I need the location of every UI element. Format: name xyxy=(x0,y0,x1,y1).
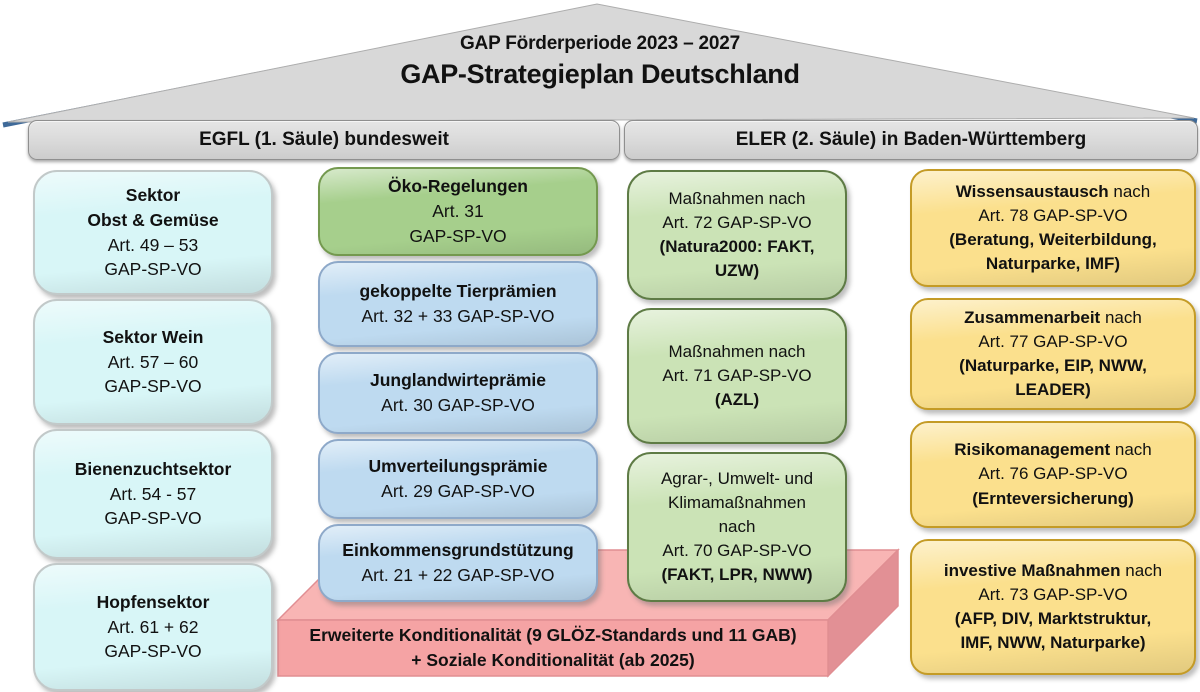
text-segment: GAP-SP-VO xyxy=(409,225,507,246)
box-text-line xyxy=(104,639,201,664)
text-segment: nach xyxy=(1100,307,1142,327)
text-segment: GAP-SP-VO xyxy=(104,376,202,397)
box-text-line xyxy=(660,235,815,259)
text-segment: Art. 72 GAP-SP-VO xyxy=(662,212,812,232)
box-text-line xyxy=(381,393,535,418)
egfl-sektor-box-4 xyxy=(33,563,273,691)
text-segment: nach xyxy=(1108,181,1151,201)
text-segment: Agrar-, Umwelt- und xyxy=(660,468,814,488)
egfl-direktzahlung-box-1 xyxy=(318,167,598,256)
box-text-line xyxy=(1015,378,1091,402)
box-text-line xyxy=(361,563,554,588)
text-segment: Art. 31 xyxy=(432,201,484,222)
text-segment: investive Maßnahmen xyxy=(943,560,1121,580)
text-segment: Art. 73 GAP-SP-VO xyxy=(978,584,1128,604)
text-segment: Sektor xyxy=(125,184,181,205)
box-text-line xyxy=(978,330,1127,354)
box-text-line xyxy=(381,479,535,504)
text-segment: Junglandwirteprämie xyxy=(369,370,546,391)
egfl-sektor-box-3 xyxy=(33,429,273,559)
box-text-line xyxy=(978,204,1127,228)
box-text-line xyxy=(978,462,1127,486)
box-text-line xyxy=(715,388,759,412)
text-segment: Art. 78 GAP-SP-VO xyxy=(978,205,1128,225)
box-text-line xyxy=(662,539,811,563)
column-egfl-direktzahlungen xyxy=(318,167,598,602)
text-segment: (AZL) xyxy=(714,390,760,410)
text-segment: Art. 61 + 62 xyxy=(107,616,199,637)
box-text-line xyxy=(719,515,756,539)
box-text-line xyxy=(668,187,805,211)
text-segment: Art. 54 - 57 xyxy=(109,483,197,504)
text-segment: Risikomanagement xyxy=(954,440,1111,460)
box-text-line xyxy=(87,208,218,233)
eler-foerderbereich-box-3 xyxy=(910,421,1196,528)
box-text-line xyxy=(108,350,198,375)
box-text-line xyxy=(954,438,1151,462)
text-segment: Umverteilungsprämie xyxy=(368,456,548,477)
text-segment: GAP-SP-VO xyxy=(104,508,202,529)
text-segment: Maßnahmen nach xyxy=(668,341,806,361)
text-segment: Sektor Wein xyxy=(102,326,204,347)
box-text-line xyxy=(959,354,1147,378)
text-segment: Obst & Gemüse xyxy=(87,209,219,230)
box-text-line xyxy=(661,467,813,491)
egfl-direktzahlung-box-4 xyxy=(318,439,598,519)
box-text-line xyxy=(104,257,201,282)
text-segment: IMF, NWW, Naturparke) xyxy=(960,633,1146,653)
box-text-line xyxy=(104,506,201,531)
box-text-line xyxy=(944,559,1162,583)
foundation-line-1: Erweiterte Konditionalität (9 GLÖZ-Standards und 11 GAB) xyxy=(309,625,797,645)
box-text-line xyxy=(108,615,199,640)
roof-title: GAP-Strategieplan Deutschland xyxy=(400,59,800,89)
box-text-line xyxy=(432,199,484,224)
roof-subtitle: GAP Förderperiode 2023 – 2027 xyxy=(459,33,741,54)
box-text-line xyxy=(662,364,811,388)
text-segment: Art. 29 GAP-SP-VO xyxy=(381,481,535,501)
text-segment: Maßnahmen nach xyxy=(668,188,806,208)
box-text-line xyxy=(662,211,811,235)
box-text-line xyxy=(97,590,210,615)
eler-massnahme-box-2 xyxy=(627,308,847,444)
box-text-line xyxy=(960,631,1145,655)
box-text-line xyxy=(715,259,759,283)
pillar-header-eler: ELER (2. Säule) in Baden-Württemberg xyxy=(624,120,1198,160)
text-segment: (Natura2000: FAKT, xyxy=(659,237,815,256)
text-segment: LEADER) xyxy=(1015,380,1091,400)
text-segment: Art. 71 GAP-SP-VO xyxy=(662,365,812,385)
column-eler-massnahmen xyxy=(627,170,847,602)
box-text-line xyxy=(668,491,806,515)
text-segment: gekoppelte Tierprämien xyxy=(359,281,557,302)
text-segment: Hopfensektor xyxy=(96,591,210,612)
box-text-line xyxy=(661,563,812,587)
box-text-line xyxy=(108,233,198,258)
text-segment: Zusammenarbeit xyxy=(964,307,1101,327)
box-text-line xyxy=(110,482,197,507)
text-segment: Art. 32 + 33 GAP-SP-VO xyxy=(361,306,555,326)
box-text-line xyxy=(370,368,546,393)
text-segment: (FAKT, LPR, NWW) xyxy=(661,565,813,585)
foundation-line-2: + Soziale Konditionalität (ab 2025) xyxy=(411,650,695,670)
egfl-sektor-box-2 xyxy=(33,299,273,425)
text-segment: Art. 77 GAP-SP-VO xyxy=(978,331,1128,351)
eler-massnahme-box-3 xyxy=(627,452,847,602)
box-text-line xyxy=(409,224,506,249)
egfl-direktzahlung-box-3 xyxy=(318,352,598,434)
egfl-direktzahlung-box-5 xyxy=(318,524,598,602)
text-segment: (Naturparke, EIP, NWW, xyxy=(959,356,1147,375)
text-segment: (Ernteversicherung) xyxy=(972,488,1134,508)
text-segment: Öko-Regelungen xyxy=(387,176,528,197)
box-text-line xyxy=(972,487,1134,511)
column-eler-foerderbereiche xyxy=(910,169,1196,675)
box-text-line xyxy=(955,607,1152,631)
text-segment: Wissensaustausch xyxy=(955,181,1109,201)
text-segment: (Beratung, Weiterbildung, xyxy=(949,230,1157,249)
box-text-line xyxy=(986,252,1120,276)
box-text-line xyxy=(361,304,554,329)
text-segment: GAP-SP-VO xyxy=(104,641,202,662)
text-segment: Art. 21 + 22 GAP-SP-VO xyxy=(361,565,555,585)
column-egfl-sektoren xyxy=(33,170,273,691)
text-segment: Art. 30 GAP-SP-VO xyxy=(381,395,535,415)
text-segment: nach xyxy=(718,516,756,536)
foundation-label xyxy=(278,622,828,674)
box-text-line xyxy=(964,306,1142,330)
box-text-line xyxy=(103,325,204,350)
text-segment: GAP-SP-VO xyxy=(104,259,202,280)
eler-foerderbereich-box-4 xyxy=(910,539,1196,675)
box-text-line xyxy=(388,174,528,199)
text-segment: nach xyxy=(1110,440,1152,460)
text-segment: (AFP, DIV, Marktstruktur, xyxy=(954,609,1152,628)
text-segment: Klimamaßnahmen xyxy=(668,492,806,512)
text-segment: Art. 57 – 60 xyxy=(107,351,199,372)
text-segment: UZW) xyxy=(714,261,760,281)
pillar-header-egfl: EGFL (1. Säule) bundesweit xyxy=(28,120,620,160)
egfl-sektor-box-1 xyxy=(33,170,273,295)
box-text-line xyxy=(359,279,556,304)
text-segment: Einkommensgrundstützung xyxy=(342,540,574,561)
text-segment: nach xyxy=(1120,560,1163,580)
text-segment: Art. 76 GAP-SP-VO xyxy=(978,464,1128,484)
text-segment: Art. 49 – 53 xyxy=(107,234,199,255)
text-segment: Art. 70 GAP-SP-VO xyxy=(662,541,812,561)
box-text-line xyxy=(369,454,548,479)
text-segment: Bienenzuchtsektor xyxy=(74,458,232,479)
roof xyxy=(0,0,1200,90)
box-text-line xyxy=(342,538,573,563)
eler-massnahme-box-1 xyxy=(627,170,847,300)
eler-foerderbereich-box-2 xyxy=(910,298,1196,410)
box-text-line xyxy=(956,180,1151,204)
box-text-line xyxy=(126,183,180,208)
box-text-line xyxy=(75,457,232,482)
box-text-line xyxy=(104,374,201,399)
egfl-direktzahlung-box-2 xyxy=(318,261,598,347)
box-text-line xyxy=(949,228,1156,252)
eler-foerderbereich-box-1 xyxy=(910,169,1196,287)
box-text-line xyxy=(668,340,805,364)
text-segment: Naturparke, IMF) xyxy=(985,254,1121,274)
box-text-line xyxy=(978,583,1127,607)
